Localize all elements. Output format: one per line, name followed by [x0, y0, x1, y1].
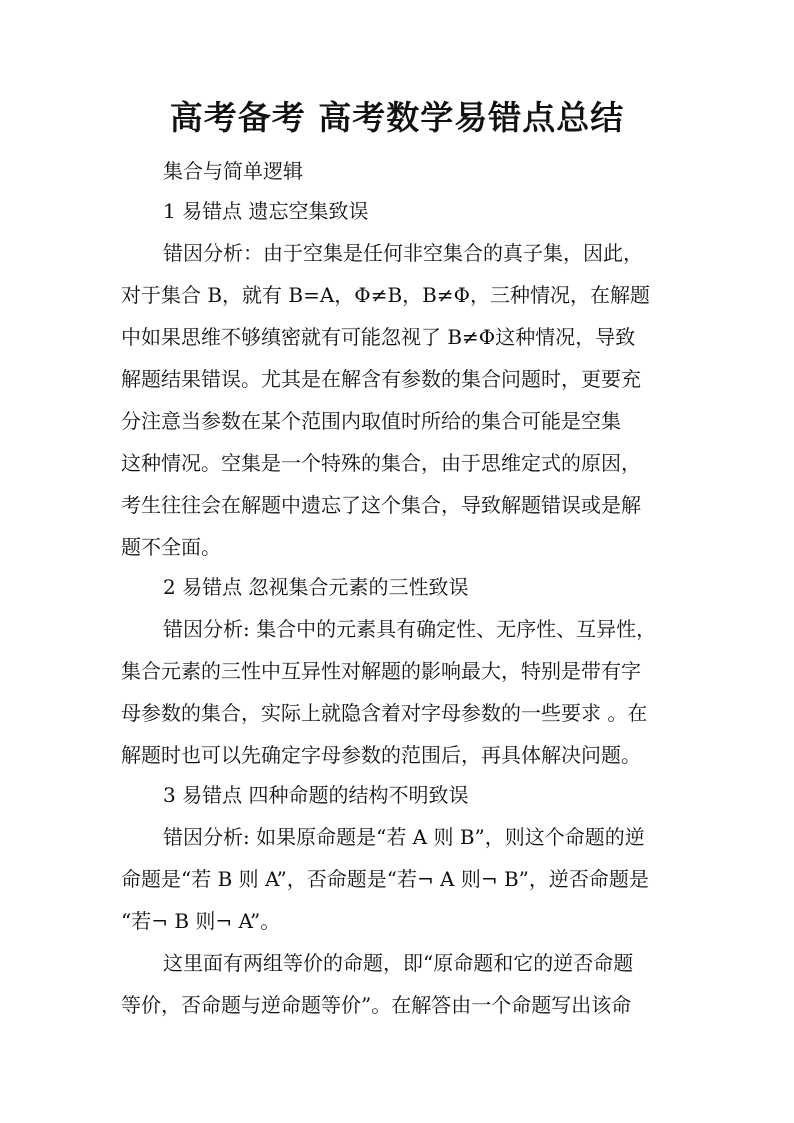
- paragraph-line: 等价，否命题与逆命题等价”。在解答由一个命题写出该命: [121, 993, 632, 1017]
- paragraph-line: 命题是“若 B 则 A”，否命题是“若¬ A 则¬ B”，逆否命题是: [121, 867, 649, 891]
- item-heading: 2 易错点 忽视集合元素的三性致误: [163, 575, 469, 599]
- document-title: 高考备考 高考数学易错点总结: [169, 98, 625, 137]
- paragraph-line: 这里面有两组等价的命题，即“原命题和它的逆否命题: [163, 951, 634, 975]
- paragraph-line: “若¬ B 则¬ A”。: [121, 909, 281, 933]
- paragraph-line: 解题结果错误。尤其是在解含有参数的集合问题时，更要充: [121, 367, 641, 391]
- paragraph-line: 对于集合 B，就有 B=A，Φ≠B，B≠Φ，三种情况，在解题: [121, 283, 651, 307]
- paragraph-line: 集合元素的三性中互异性对解题的影响最大，特别是带有字: [121, 659, 641, 683]
- paragraph-line: 中如果思维不够缜密就有可能忽视了 B≠Φ这种情况，导致: [121, 325, 636, 349]
- paragraph-line: 错因分析: 集合中的元素具有确定性、无序性、互异性，: [163, 617, 657, 641]
- item-heading: 1 易错点 遗忘空集致误: [163, 199, 369, 223]
- paragraph-line: 解题时也可以先确定字母参数的范围后，再具体解决问题。: [121, 743, 641, 767]
- section-heading: 集合与简单逻辑: [163, 159, 303, 183]
- paragraph-line: 这种情况。空集是一个特殊的集合，由于思维定式的原因，: [121, 451, 641, 475]
- paragraph-line: 分注意当参数在某个范围内取值时所给的集合可能是空集: [121, 409, 621, 433]
- item-heading: 3 易错点 四种命题的结构不明致误: [163, 783, 469, 807]
- paragraph-line: 题不全面。: [121, 535, 221, 559]
- paragraph-line: 考生往往会在解题中遗忘了这个集合，导致解题错误或是解: [121, 493, 641, 517]
- paragraph-line: 母参数的集合，实际上就隐含着对字母参数的一些要求 。在: [121, 701, 648, 725]
- paragraph-line: 错因分析: 如果原命题是“若 A 则 B”，则这个命题的逆: [163, 825, 645, 849]
- paragraph-line: 错因分析：由于空集是任何非空集合的真子集，因此，: [163, 241, 643, 265]
